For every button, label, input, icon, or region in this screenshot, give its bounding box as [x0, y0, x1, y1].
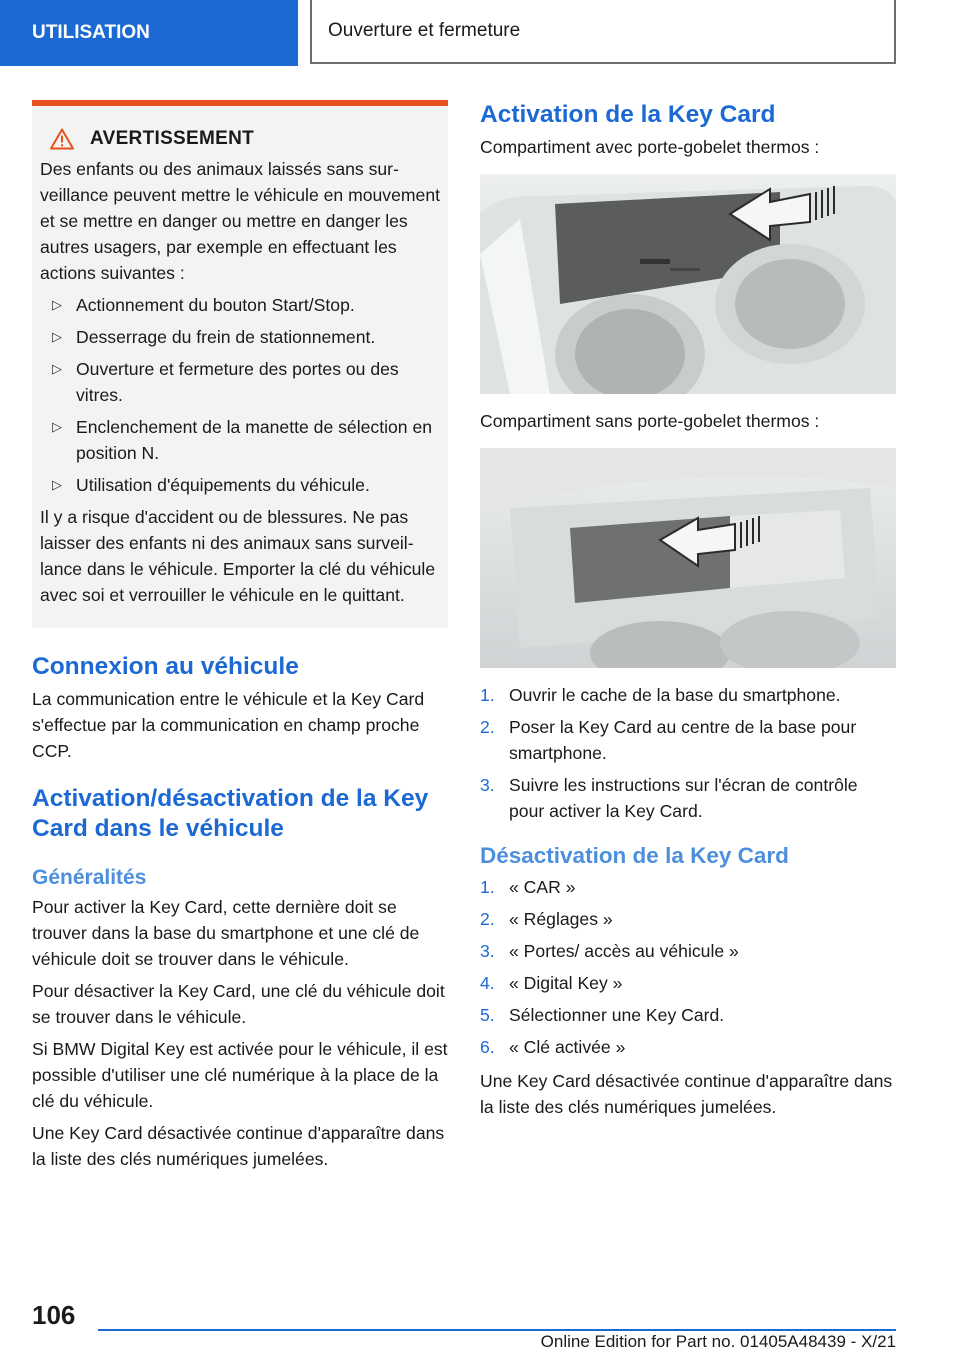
bullet-triangle-icon: ▷ [52, 329, 62, 344]
footer-edition: Online Edition for Part no. 01405A48439 - X/21 [540, 1332, 896, 1351]
general-paragraph: Pour désactiver la Key Card, une clé du véhicule doit se trouver dans le véhicule. [32, 981, 445, 1027]
connexion-heading: Connexion au véhicule [32, 653, 299, 680]
list-item: ▷ Utilisation d'équipements du véhicule. [40, 472, 440, 498]
list-item: 4. « Digital Key » [480, 973, 623, 993]
general-heading: Généralités [32, 866, 147, 889]
warning-outro: Il y a risque d'accident ou de blessures. Ne pas laisser des enfants ni des animaux sans surveillance dans le véhicule. Emporter la clé du véhicule avec soi et verrouiller le véhicule en le quittant. [40, 507, 436, 605]
figure-caption-2: Compartiment sans porte-gobelet thermos : [480, 411, 820, 431]
general-paragraph: Une Key Card désactivée continue d'apparaître dans la liste des clés numériques jumelées. [32, 1123, 445, 1169]
section-tab: UTILISATION [0, 0, 298, 66]
list-item: 6. « Clé activée » [480, 1037, 626, 1057]
bullet-triangle-icon: ▷ [52, 477, 62, 492]
page-number: 106 [32, 1300, 76, 1330]
activation-section-heading: Activation/désactivation de la Key Card dans le véhicule [32, 785, 429, 842]
activation-steps [480, 682, 896, 824]
figure-caption-1: Compartiment avec porte-gobelet thermos : [480, 137, 820, 157]
warning-box [32, 100, 448, 628]
list-item: 1. « CAR » [480, 877, 576, 897]
list-item: ▷ Desserrage du frein de stationnement. [40, 324, 440, 350]
connexion-text: La communication entre le véhicule et la Key Card s'effectue par la communication en champ proche CCP. [32, 689, 425, 761]
compartment-photo-2 [480, 448, 896, 668]
list-item: 3. Suivre les instructions sur l'écran de contrôle pour activer la Key Card. [480, 775, 858, 821]
list-item: ▷ Actionnement du bouton Start/Stop. [40, 292, 440, 318]
chapter-title: Ouverture et fermeture [310, 0, 896, 64]
list-item: 2. Poser la Key Card au centre de la base pour smartphone. [480, 717, 857, 763]
list-item: 3. « Portes/ accès au véhicule » [480, 941, 739, 961]
photo-compartment-without-holder [480, 448, 896, 668]
list-item: ▷ Enclenchement de la manette de sélection en position N. [40, 414, 440, 466]
right-column [480, 100, 896, 1120]
general-paragraph: Si BMW Digital Key est activée pour le véhicule, il est possible d'utiliser une clé numérique à la place de la clé du véhicule. [32, 1039, 448, 1111]
deactivation-heading: Désactivation de la Key Card [480, 843, 789, 868]
bullet-triangle-icon: ▷ [52, 297, 62, 312]
warning-title-text: AVERTISSEMENT [90, 128, 255, 149]
warning-bullet-list [40, 292, 440, 498]
photo-compartment-with-holder [480, 174, 896, 394]
bullet-triangle-icon: ▷ [52, 419, 62, 434]
bullet-triangle-icon: ▷ [52, 361, 62, 376]
footer-divider [98, 1329, 896, 1331]
compartment-photo-1 [480, 174, 896, 394]
warning-triangle-icon [50, 128, 74, 150]
warning-title [40, 128, 440, 150]
list-item: 2. « Réglages » [480, 909, 613, 929]
list-item: ▷ Ouverture et fermeture des portes ou des vitres. [40, 356, 440, 408]
left-column [32, 100, 448, 1178]
activation-heading: Activation de la Key Card [480, 101, 776, 128]
deactivation-note: Une Key Card désactivée continue d'apparaître dans la liste des clés numériques jumelées. [480, 1071, 893, 1117]
general-paragraph: Pour activer la Key Card, cette dernière doit se trouver dans la base du smartphone et une clé de véhicule doit se trouver dans le véhicule. [32, 897, 420, 969]
warning-intro: Des enfants ou des animaux laissés sans surveillance peuvent mettre le véhicule en mouvement et se mettre en danger ou mettre en danger les autres usagers, par exemple en effectuant les actions suivantes : [40, 159, 440, 283]
list-item: 5. Sélectionner une Key Card. [480, 1005, 725, 1025]
list-item: 1. Ouvrir le cache de la base du smartphone. [480, 685, 841, 705]
deactivation-steps [480, 874, 896, 1060]
page-header [0, 0, 960, 66]
